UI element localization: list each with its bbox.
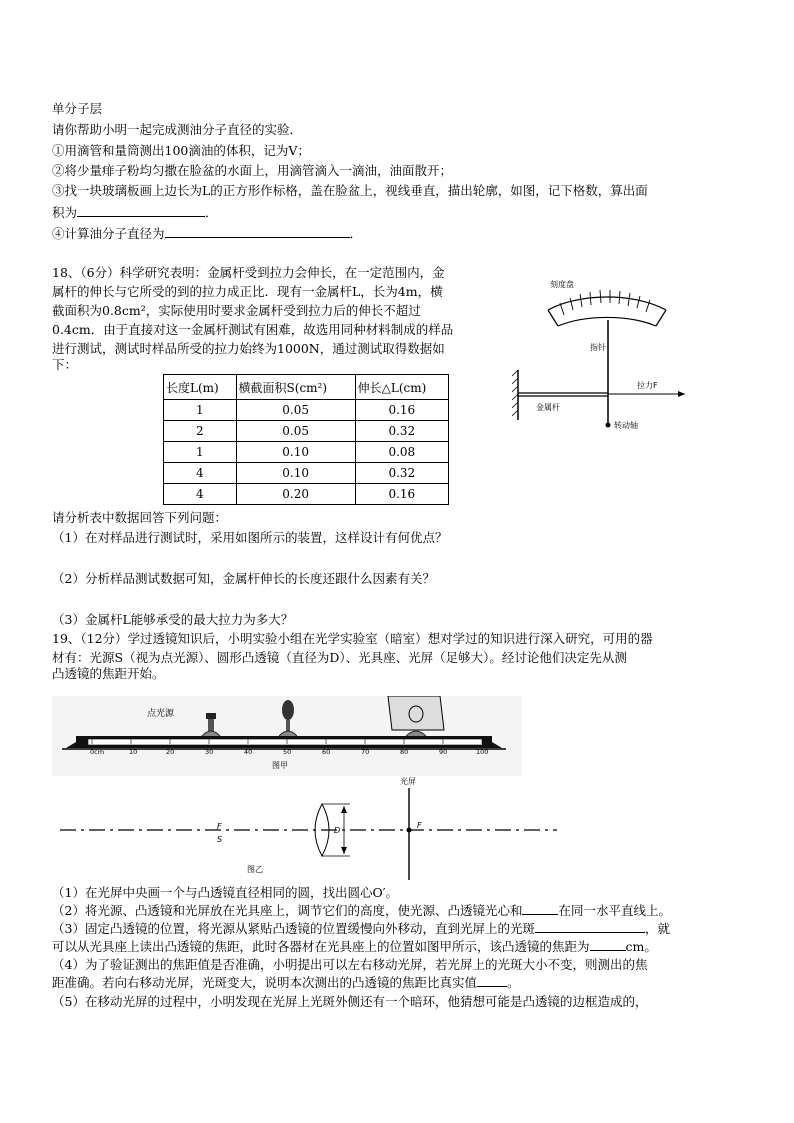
tick-label: 30 [205,748,214,756]
focus-left-label: F [217,822,222,831]
screen-label: 光屏 [400,777,416,786]
q19-step-3c-text: 可以从光具座上读出凸透镜的焦距，此时各器材在光具座上的位置如图甲所示，该凸透镜的焦距为 [52,939,590,954]
table-cell: 4 [164,463,237,484]
step-4-text: ④计算油分子直径为 [52,226,165,241]
tick-label: 80 [400,748,409,756]
q19-step-3-text: （3）固定凸透镜的位置，将光源从紧贴凸透镜的位置缓慢向外移动，直到光屏上的光斑 [52,921,535,936]
figure-2-caption: 图乙 [247,865,263,874]
table-row [164,463,449,484]
tick-label: 70 [361,748,370,756]
table-cell: 0.16 [355,400,448,421]
table-cell: 0.16 [355,483,448,504]
step-1: ①用滴管和量筒测出100滴油的体积，记为V； [52,143,310,158]
step-2: ②将少量痱子粉均匀撒在脸盆的水面上，用滴管滴入一滴油，油面散开； [52,163,453,178]
table-row [164,400,449,421]
tick-label: 0cm [90,748,105,756]
q18-line-4: 0.4cm．由于直接对这一金属杆测试有困难，故选用同种材料制成的样品 [52,322,454,337]
pointer-label: 指针 [590,343,606,352]
q19-step-3-continued [52,939,657,955]
q18-subquestion-1: （1）在对样品进行测试时，采用如图所示的装置，这样设计有何优点？ [52,530,448,545]
q19-step-4-end: 。 [507,975,520,990]
q19-step-2 [52,903,671,919]
figure-1-caption: 图甲 [272,761,288,770]
tick-label: 10 [129,748,138,756]
answer-blank-diameter[interactable] [165,226,350,238]
answer-blank-area[interactable] [77,205,205,217]
intro-instruction: 请你帮助小明一起完成测油分子直径的实验． [52,122,303,137]
q18-line-5: 进行测试，测试时样品所受的拉力始终为1000N，通过测试取得数据如 [52,341,445,356]
table-cell: 0.20 [236,483,355,504]
lens-diagram-figure [52,776,562,882]
table-cell: 0.10 [236,463,355,484]
table-row [164,421,449,442]
table-cell: 0.10 [236,442,355,463]
table-cell: 0.32 [355,421,448,442]
q18-subquestion-2: （2）分析样品测试数据可知，金属杆伸长的长度还跟什么因素有关？ [52,571,435,586]
step-3-text: 积为 [52,205,78,220]
focus-right-label: F [417,821,422,830]
table-cell: 2 [164,421,237,442]
q18-line-1: 18、（6分）科学研究表明：金属杆受到拉力会伸长，在一定范围内，金 [52,265,445,280]
q19-step-4: （4）为了验证测出的焦距值是否准确，小明提出可以左右移动光屏，若光屏上的光斑大小不变，则测出的焦 [52,957,648,972]
analysis-prompt: 请分析表中数据回答下列问题： [52,510,228,525]
q19-step-2-text: （2）将光源、凸透镜和光屏放在光具座上，调节它们的高度，使光源、凸透镜光心和 [52,903,523,918]
q19-step-4b-text: 距准确。若向右移动光屏，光斑变大，说明本次测出的凸透镜的焦距比真实值 [52,975,478,990]
table-cell: 0.32 [355,463,448,484]
table-row [164,442,449,463]
q19-line-2: 材有：光源S（视为点光源）、圆形凸透镜（直径为D）、光具座、光屏（足够大）。经讨论他们决定先从测 [52,650,627,665]
axis-label: 转动轴 [614,421,638,430]
tick-label: 100 [476,748,489,756]
answer-blank-center[interactable] [522,903,558,915]
table-header-row [164,375,449,400]
force-label: 拉力F [637,381,658,390]
dial-label: 刻度盘 [550,280,574,289]
tick-label: 60 [322,748,331,756]
answer-blank-spot[interactable] [535,921,645,933]
section-heading: 单分子层 [52,101,103,116]
rod-label: 金属杆 [536,403,560,412]
data-table [163,374,449,505]
q19-step-5: （5）在移动光屏的过程中，小明发现在光屏上光斑外侧还有一个暗环，他猜想可能是凸透镜的边框造成的， [52,994,648,1009]
table-cell: 1 [164,442,237,463]
q19-step-4-continued [52,975,520,991]
header-extension: 伸长△L(cm) [355,375,448,400]
table-cell: 0.05 [236,400,355,421]
source-label: 点光源 [147,709,175,719]
q18-line-2: 属杆的伸长与它所受的到的拉力成正比．现有一金属杆L，长为4m，横 [52,284,443,299]
diameter-label: D [334,826,341,835]
header-area: 横截面积S(cm²) [236,375,355,400]
q19-step-1: （1）在光屏中央画一个与凸透镜直径相同的圆，找出圆心O′。 [52,885,399,900]
tick-label: 50 [283,748,292,756]
table-cell: 0.05 [236,421,355,442]
q18-line-6: 下： [52,357,78,372]
q19-line-3: 凸透镜的焦距开始。 [52,666,165,681]
answer-blank-comparison[interactable] [477,975,507,987]
q19-line-1: 19、（12分）学过透镜知识后，小明实验小组在光学实验室（暗室）想对学过的知识进行深入研究，可用的器 [52,631,653,646]
tick-label: 20 [166,748,175,756]
step-3-continued: 积为 ． [52,205,218,220]
q19-step-3 [52,921,670,937]
q19-step-2-end: 在同一水平直线上。 [558,903,671,918]
tick-label: 90 [439,748,448,756]
answer-blank-focal-length[interactable] [590,939,626,951]
table-cell: 0.08 [355,442,448,463]
q18-line-3: 截面积为0.8cm²，实际使用时要求金属杆受到拉力后的伸长不超过 [52,303,421,318]
step-4: ④计算油分子直径为 ． [52,226,363,241]
header-length: 长度L(m) [164,375,237,400]
q18-subquestion-3: （3）金属杆L能够承受的最大拉力为多大？ [52,612,294,627]
source-point-label: S [217,835,223,844]
optical-bench-figure [52,696,522,776]
table-cell: 1 [164,400,237,421]
tick-label: 40 [244,748,253,756]
step-3: ③找一块玻璃板画上边长为L的正方形作标格，盖在脸盆上，视线垂直，描出轮廓，如图，记下格数，算出面 [52,183,648,198]
q19-step-3-unit: cm。 [625,939,657,954]
table-row [164,483,449,504]
lever-apparatus-figure [510,270,700,440]
table-cell: 4 [164,483,237,504]
q19-step-3-end: ，就 [644,921,670,936]
